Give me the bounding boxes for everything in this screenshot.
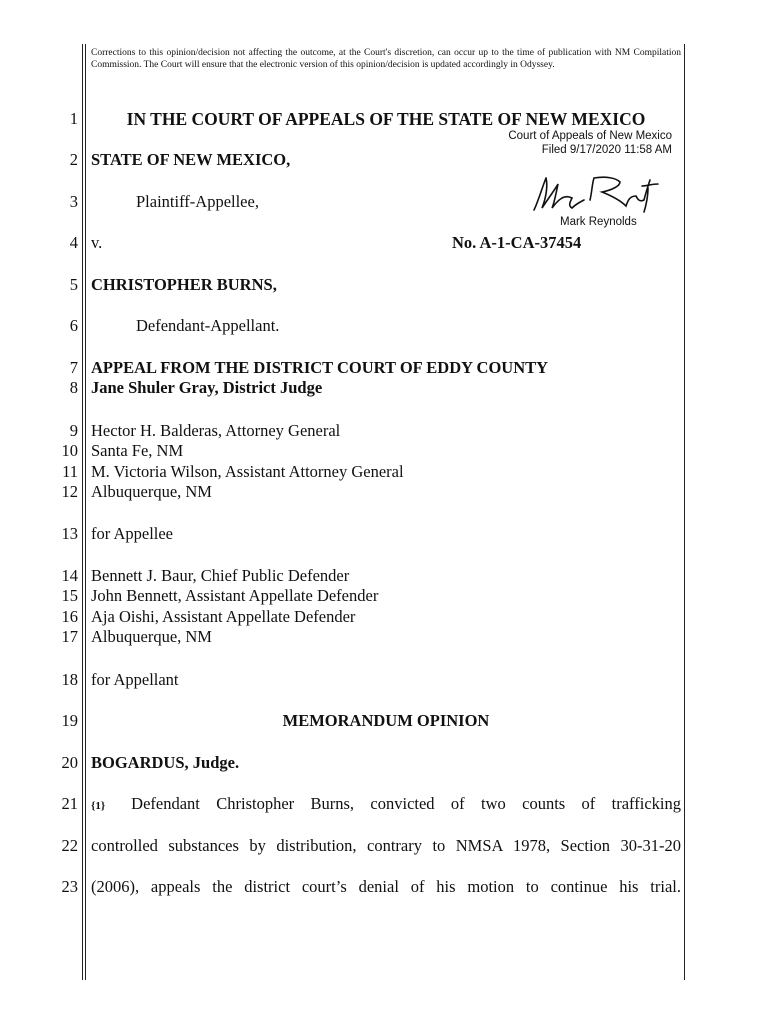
paragraph-line: controlled substances by distribution, contrary to NMSA 1978, Section 30-31-20 [91,836,681,855]
counsel-line: Albuquerque, NM [91,482,212,501]
line-number: 4 [69,233,78,252]
line-number: 15 [61,586,78,605]
filing-stamp-court: Court of Appeals of New Mexico [508,130,672,142]
corrections-notice: Corrections to this opinion/decision not affecting the outcome, at the Court's discretion, can occur up to the time of publication with NM Compilation Commission. The Court will ensure that the electronic version of this opinion/decision is updated accordingly in Odyssey. [91,48,681,70]
line-number: 14 [61,566,78,585]
line-number: 23 [61,877,78,896]
clerk-signature [516,166,666,216]
line-number: 19 [61,711,78,730]
versus: v. [91,233,103,252]
left-margin-rule-outer [82,44,83,980]
for-appellant: for Appellant [91,670,179,689]
counsel-line: Bennett J. Baur, Chief Public Defender [91,566,350,585]
clerk-name: Mark Reynolds [560,216,637,228]
counsel-line: John Bennett, Assistant Appellate Defender [91,586,379,605]
counsel-line: M. Victoria Wilson, Assistant Attorney General [91,462,404,481]
line-number: 22 [61,836,78,855]
left-margin-rule-inner [85,44,86,980]
line-number: 20 [61,753,78,772]
counsel-line: Albuquerque, NM [91,627,212,646]
line-number: 7 [69,358,78,377]
paragraph-line [91,794,681,816]
line-number: 18 [61,670,78,689]
case-number: No. A-1-CA-37454 [452,233,582,252]
paragraph-line: (2006), appeals the district court’s denial of his motion to continue his trial. [91,877,681,896]
defendant-role: Defendant-Appellant. [136,316,280,335]
counsel-line: Hector H. Balderas, Attorney General [91,421,341,440]
line-number: 5 [69,275,78,294]
appeal-court: APPEAL FROM THE DISTRICT COURT OF EDDY COUNTY [91,358,549,377]
right-margin-rule [684,44,685,980]
court-title: IN THE COURT OF APPEALS OF THE STATE OF NEW MEXICO [126,109,646,129]
paragraph-number: {1} [91,800,106,812]
line-number: 12 [61,482,78,501]
line-number: 9 [69,421,78,440]
plaintiff-role: Plaintiff-Appellee, [136,192,259,211]
paragraph-text: Defendant Christopher Burns, convicted of two counts of trafficking [131,794,681,813]
line-number: 21 [61,794,78,813]
district-judge: Jane Shuler Gray, District Judge [91,378,323,397]
line-number: 2 [69,150,78,169]
counsel-line: Aja Oishi, Assistant Appellate Defender [91,607,356,626]
opinion-heading: MEMORANDUM OPINION [282,711,490,730]
defendant-name: CHRISTOPHER BURNS, [91,275,277,294]
line-number: 1 [69,109,78,128]
line-number: 11 [62,462,78,481]
line-number: 3 [69,192,78,211]
line-number: 10 [61,441,78,460]
judge-name: BOGARDUS, Judge. [91,753,240,772]
line-number: 8 [69,378,78,397]
plaintiff-name: STATE OF NEW MEXICO, [91,150,291,169]
line-number: 6 [69,316,78,335]
for-appellee: for Appellee [91,524,174,543]
line-number: 17 [61,627,78,646]
line-number: 13 [61,524,78,543]
filing-stamp-date: Filed 9/17/2020 11:58 AM [541,144,672,156]
line-number: 16 [61,607,78,626]
counsel-line: Santa Fe, NM [91,441,184,460]
